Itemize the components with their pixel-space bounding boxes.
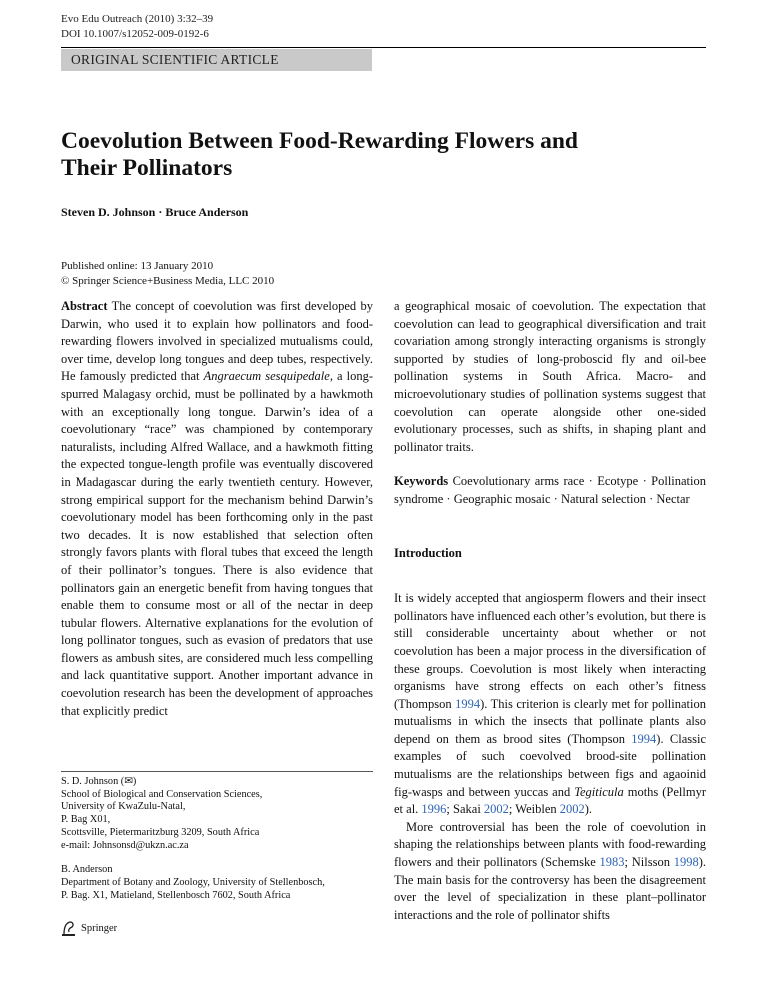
footnote-rule [61,771,373,772]
citation-link[interactable]: 1994 [455,696,481,711]
authors: Steven D. Johnson · Bruce Anderson [61,205,249,219]
abstract-text: a geographical mosaic of coevolution. The expectation that coevolution can lead to geographical diversification and trait covariation among strongly interacting organisms is strongly supported by studies of long-proboscid fly and oil-bee pollination systems in South Africa. Macro- and microevolutionary studies of pollination systems suggest that coevolution can operate alongside other one-sided evolutionary processes, such as shifts, in shaping plant and pollinator traits. [394,299,706,454]
citation-link[interactable]: 1998 [673,855,699,870]
text-span: It is widely accepted that angiosperm flowers and their insect pollinators have influenced each other’s evolution, but there is still considerable uncertainty about whether or not coevolution has been a major process in the diversification of these groups. Coevolution is most likely when interacting organisms have strong effects on each other’s fitness (Thompson [394,591,706,711]
corresponding-author: S. D. Johnson (✉) [61,776,137,787]
keywords-text: Coevolutionary arms race · Ecotype · Pollination syndrome · Geographic mosaic · Natural selection · Nectar [394,474,707,506]
springer-logo [61,919,117,937]
copyright: © Springer Science+Business Media, LLC 2010 [61,275,275,287]
running-header [61,12,213,42]
introduction-heading: Introduction [394,545,462,560]
citation-link[interactable]: 1994 [631,731,657,746]
doi: DOI 10.1007/s12052-009-0192-6 [61,28,209,40]
springer-horse-icon [61,919,77,937]
text-span: ). This criterion is clearly met for pollination mutualisms in which the insects that pollinate plants also depend on them as brood sites (Thompson [394,696,706,746]
text-span: More controversial has been the role of coevolution in shaping the relationships between plants with food-rewarding flowers and their pollinators (Schemske [394,819,706,870]
abstract-text: , a long-spurred Malagasy orchid, must be pollinated by a hawkmoth with an exceptionally long tongue. Darwin’s idea of a coevolutionary “race” was championed by contemporary naturalists, including Alfred Wallace, and a hawkmoth fitting the expected tongue-length profile was eventually discovered in Madagascar during the early twentieth century. However, strong empirical support for the mechanism behind Darwin’s coevolutionary model has been forthcoming only in the past two decades. It is now established that selection often strongly favors plants with floral tubes that exceed the length of their pollinator’s tongues. There is also evidence that pollinators gain an energetic benefit from having tongues that enable them to consume most or all of the nectar in deep tubular flowers. Alternative explanations for the evolution of long pollinator tongues, such as evasion of predators that use flowers as ambush sites, are considered much less compelling and lack quantitative support. Another important advance in coevolution research has been the development of approaches that explicitly predict [61,369,373,718]
text-span: ; Nilsson [624,855,674,870]
publication-info [61,259,274,289]
citation-link[interactable]: 1983 [599,855,625,870]
header-rule [61,47,706,48]
text-span: moths (Pellmyr et al. [394,784,706,817]
text-span: ). [584,802,593,817]
keywords [394,473,706,508]
journal-citation: Evo Edu Outreach (2010) 3:32–39 [61,13,214,25]
intro-paragraph [394,819,706,925]
text-span: Tegiticula [574,784,624,799]
text-span: ). Classic examples of such coevolved brood-site pollination mutualisms are the relationships between figs and agaoinid fig-wasps and between yuccas and [394,731,706,799]
right-column [394,298,706,924]
abstract-label: Abstract [61,299,108,313]
affiliation-line: P. Bag X01, [61,814,111,826]
abstract [61,298,373,720]
affiliation-line: Scottsville, Pietermaritzburg 3209, South Africa [61,826,260,838]
abstract-text: Angraecum sesquipedale [203,369,330,384]
affiliation-line: Department of Botany and Zoology, University of Stellenbosch, [61,876,325,888]
affiliation-line: e-mail: Johnsonsd@ukzn.ac.za [61,839,189,851]
text-span: ; Sakai [446,802,484,817]
author-affiliations [61,776,381,902]
published-date: Published online: 13 January 2010 [61,260,214,272]
abstract-continued [394,298,706,456]
text-span: ). The main basis for the controversy has been the disagreement over the level of specialization in these plant–pollinator interactions and the role of pollinator shifts [394,855,706,922]
publisher-name: Springer [81,922,118,934]
article-type-band: ORIGINAL SCIENTIFIC ARTICLE [61,49,372,71]
keywords-label: Keywords [394,474,449,489]
text-span: ; Weiblen [508,802,560,817]
article-title: Coevolution Between Food-Rewarding Flowers and Their Pollinators [61,128,578,181]
citation-link[interactable]: 1996 [421,802,447,817]
citation-link[interactable]: 2002 [559,802,585,817]
citation-link[interactable]: 2002 [483,802,509,817]
left-column [61,298,373,720]
second-author: B. Anderson [61,864,113,876]
intro-paragraph [394,590,706,819]
affiliation-line: University of KwaZulu-Natal, [61,801,186,813]
affiliation-line: School of Biological and Conservation Sciences, [61,788,263,800]
affiliation-line: P. Bag. X1, Matieland, Stellenbosch 7602, South Africa [61,889,291,901]
abstract-text: The concept of coevolution was first developed by Darwin, who used it to explain how pollinators and food-rewarding flowers involved in specialized mutualisms could, over time, develop long tongues and deep tubes, respectively. He famously predicted that [61,299,373,384]
